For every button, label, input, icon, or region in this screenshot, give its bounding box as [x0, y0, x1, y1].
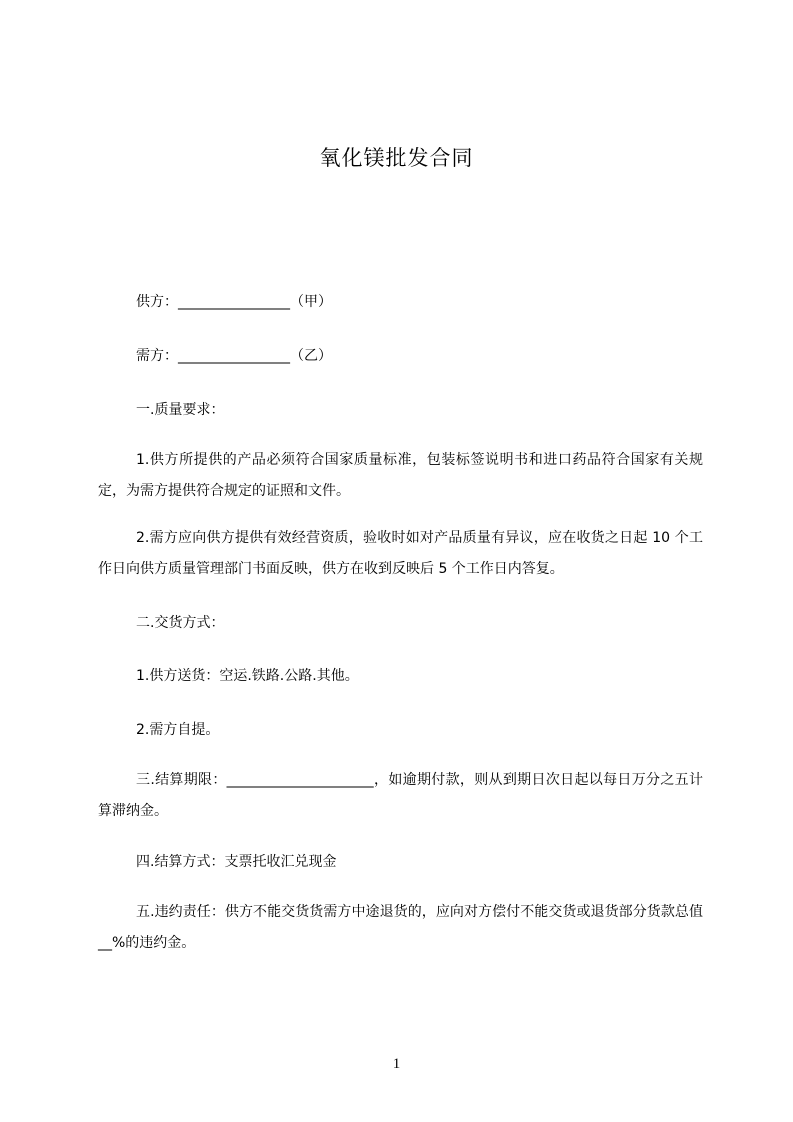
- section-1-item-1: 1.供方所提供的产品必须符合国家质量标准，包装标签说明书和进口药品符合国家有关规定，为需方提供符合规定的证照和文件。: [98, 452, 703, 499]
- section-2-item-1: 1.供方送货：空运.铁路.公路.其他。: [136, 668, 359, 684]
- section-3-settlement-period: 三.结算期限：_____________________，如逾期付款，则从到期日次日起以每日万分之五计算滞纳金。: [98, 772, 703, 819]
- buyer-line: 需方：________________（乙）: [136, 348, 332, 364]
- section-1-heading: 一.质量要求：: [136, 402, 225, 418]
- supplier-line: 供方：________________（甲）: [136, 294, 332, 310]
- section-5-liability: 五.违约责任：供方不能交货货需方中途退货的，应向对方偿付不能交货或退货部分货款总值__%的违约金。: [98, 904, 703, 951]
- section-2-heading: 二.交货方式：: [136, 615, 225, 631]
- section-2-item-2: 2.需方自提。: [136, 722, 220, 738]
- section-1-item-2: 2.需方应向供方提供有效经营资质，验收时如对产品质量有异议，应在收货之日起 10 个工作日向供方质量管理部门书面反映，供方在收到反映后 5 个工作日内答复。: [98, 530, 703, 577]
- section-4-settlement-method: 四.结算方式：支票托收汇兑现金: [136, 854, 337, 870]
- contract-title: 氧化镁批发合同: [319, 146, 474, 170]
- page-number: 1: [392, 1056, 401, 1072]
